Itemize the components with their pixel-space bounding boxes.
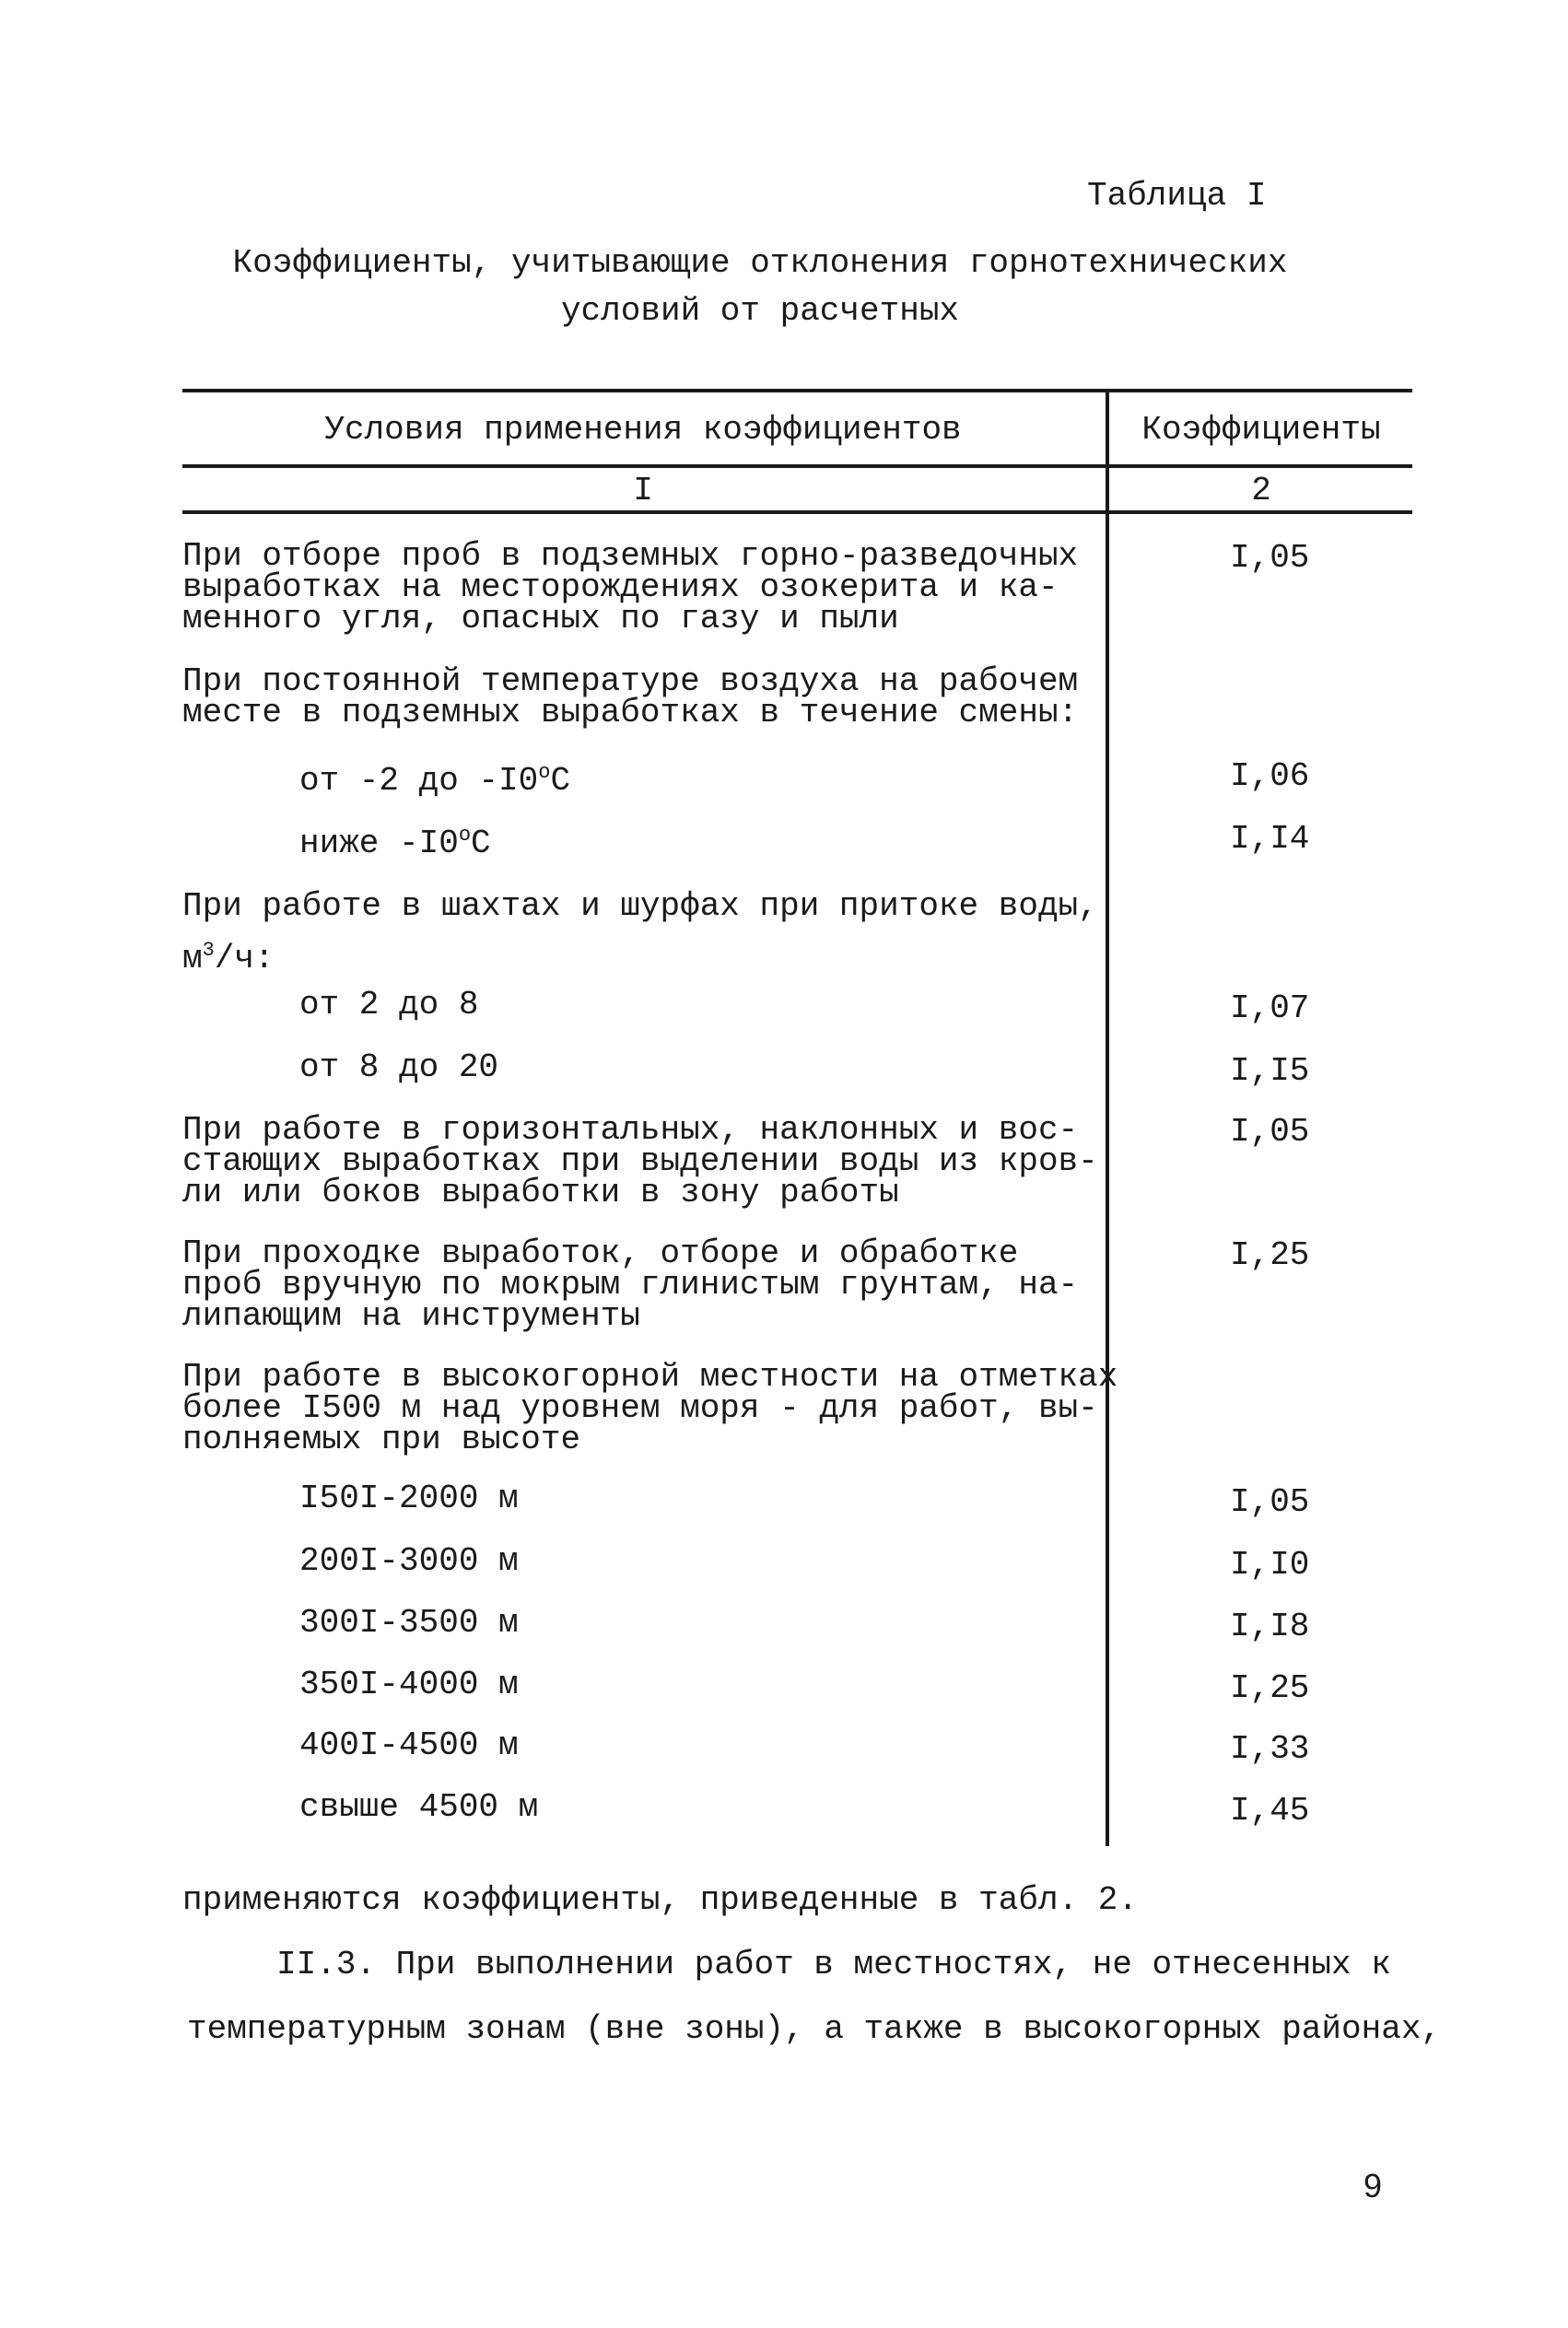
- coefficient-value: I,25: [1230, 1236, 1310, 1274]
- unit-text: С: [550, 762, 571, 800]
- condition-line: менного угля, опасных по газу и пыли: [182, 600, 899, 638]
- condition-line: При работе в шахтах и шурфах при притоке воды,: [182, 887, 1098, 925]
- table-row-condition: [182, 1358, 1118, 1458]
- condition-line: [182, 929, 1098, 981]
- unit-text: /ч:: [214, 940, 275, 977]
- condition-line: При постоянной температуре воздуха на рабочем: [182, 662, 1079, 700]
- coefficient-value: I,25: [1230, 1669, 1310, 1707]
- colnum-1: I: [633, 472, 653, 509]
- coefficient-value: I,I8: [1230, 1608, 1310, 1645]
- condition-line: При отборе проб в подземных горно-разведочных: [182, 537, 1079, 575]
- table-column-divider: [1106, 389, 1109, 1846]
- table-row-subcondition: от 2 до 8: [299, 986, 479, 1024]
- table-colnum-rule: [182, 510, 1412, 514]
- condition-line: ли или боков выработки в зону работы: [182, 1174, 899, 1211]
- superscript: 3: [202, 939, 215, 962]
- header-coefficients: Коэффициенты: [1141, 411, 1381, 449]
- table-row-condition: [182, 662, 1079, 731]
- degree-sign: о: [538, 761, 551, 784]
- body-text-line: температурным зонам (вне зоны), а также в высокогорных районах,: [187, 2010, 1442, 2048]
- coefficient-value: I,06: [1230, 757, 1310, 795]
- condition-line: более I500 м над уровнем моря - для работ, вы-: [182, 1389, 1098, 1427]
- condition-line: месте в подземных выработках в течение смены:: [182, 694, 1079, 731]
- condition-line: проб вручную по мокрым глинистым грунтам, на-: [182, 1266, 1079, 1304]
- table-row-subcondition: [299, 820, 491, 860]
- table-row-subcondition: свыше 4500 м: [299, 1788, 539, 1826]
- coefficient-value: I,05: [1230, 1113, 1310, 1151]
- table-row-subcondition: 300I-3500 м: [299, 1604, 519, 1642]
- condition-line: выработках на месторождениях озокерита и ка-: [182, 568, 1059, 606]
- body-text-line: II.3. При выполнении работ в местностях, не отнесенных к: [276, 1946, 1391, 1983]
- subcondition-text: от -2 до -I0: [299, 762, 539, 800]
- table-row-subcondition: от 8 до 20: [299, 1048, 499, 1086]
- table-row-subcondition: 400I-4500 м: [299, 1726, 519, 1764]
- coefficient-value: I,45: [1230, 1792, 1310, 1830]
- table-row-condition: [182, 884, 1098, 981]
- coefficient-value: I,05: [1230, 539, 1310, 577]
- condition-line: полняемых при высоте: [182, 1421, 581, 1458]
- coefficient-value: I,07: [1230, 989, 1310, 1027]
- unit-text: С: [471, 825, 491, 862]
- coefficient-value: I,05: [1230, 1483, 1310, 1521]
- condition-line: При работе в высокогорной местности на отметках: [182, 1358, 1118, 1396]
- coefficient-value: I,I4: [1230, 820, 1310, 858]
- condition-line: При работе в горизонтальных, наклонных и вос-: [182, 1111, 1079, 1149]
- table-row-condition: [182, 1111, 1098, 1211]
- header-conditions: Условия применения коэффициентов: [324, 411, 962, 449]
- condition-line: липающим на инструменты: [182, 1297, 640, 1335]
- table-row-condition: [182, 537, 1079, 638]
- degree-sign: о: [458, 824, 472, 847]
- condition-line: стающих выработках при выделении воды из кров-: [182, 1142, 1098, 1180]
- table-title-line-2: условий от расчетных: [560, 292, 960, 330]
- coefficient-value: I,I5: [1230, 1052, 1310, 1090]
- table-label: Таблица I: [1087, 177, 1267, 215]
- coefficient-value: I,33: [1230, 1730, 1310, 1768]
- page-number: 9: [1363, 2167, 1383, 2205]
- condition-line: При проходке выработок, отборе и обработке: [182, 1234, 1019, 1272]
- table-header-rule: [182, 464, 1412, 468]
- table-title-line-1: Коэффициенты, учитывающие отклонения горнотехнических: [232, 244, 1288, 282]
- body-text-line: применяются коэффициенты, приведенные в табл. 2.: [182, 1881, 1138, 1919]
- table-row-subcondition: I50I-2000 м: [299, 1480, 519, 1517]
- table-row-subcondition: 350I-4000 м: [299, 1666, 519, 1703]
- table-top-rule: [182, 389, 1412, 392]
- table-row-subcondition: 200I-3000 м: [299, 1542, 519, 1580]
- table-row-subcondition: [299, 757, 571, 800]
- unit-text: м: [182, 940, 203, 977]
- coefficient-value: I,I0: [1230, 1546, 1310, 1584]
- colnum-2: 2: [1251, 472, 1271, 509]
- table-row-condition: [182, 1234, 1079, 1335]
- subcondition-text: ниже -I0: [299, 825, 459, 862]
